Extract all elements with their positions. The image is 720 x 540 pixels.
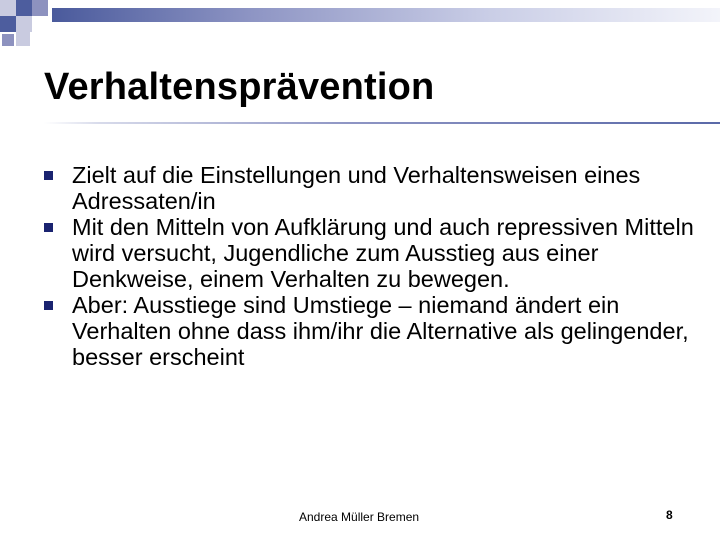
decorative-square <box>16 16 32 32</box>
bullet-item <box>44 162 694 214</box>
bullet-text: Zielt auf die Einstellungen und Verhaltensweisen eines Adressaten/in <box>72 162 641 214</box>
bullet-item <box>44 292 694 370</box>
decorative-square <box>2 34 14 46</box>
square-bullet-icon <box>44 301 53 310</box>
decorative-square <box>0 16 16 32</box>
square-bullet-icon <box>44 223 53 232</box>
page-number: 8 <box>666 508 673 522</box>
slide-title: Verhaltensprävention <box>44 66 435 108</box>
bullet-text: Mit den Mitteln von Aufklärung und auch repressiven Mitteln wird versucht, Jugendliche zum Ausstieg aus einer Denkweise, einem Verhalten zu bewegen. <box>72 214 694 292</box>
title-underline <box>44 122 720 124</box>
bullet-text: Aber: Ausstiege sind Umstiege – niemand ändert ein Verhalten ohne dass ihm/ihr die Alternative als gelingender, besser erscheint <box>72 292 689 370</box>
decorative-square <box>16 32 30 46</box>
footer-author: Andrea Müller Bremen <box>299 510 420 524</box>
decorative-square <box>32 0 48 16</box>
bullet-item <box>44 214 694 292</box>
decorative-square <box>16 0 32 16</box>
square-bullet-icon <box>44 171 53 180</box>
decorative-square <box>0 0 16 16</box>
header-gradient-bar <box>52 8 720 22</box>
bullet-list <box>44 162 694 370</box>
